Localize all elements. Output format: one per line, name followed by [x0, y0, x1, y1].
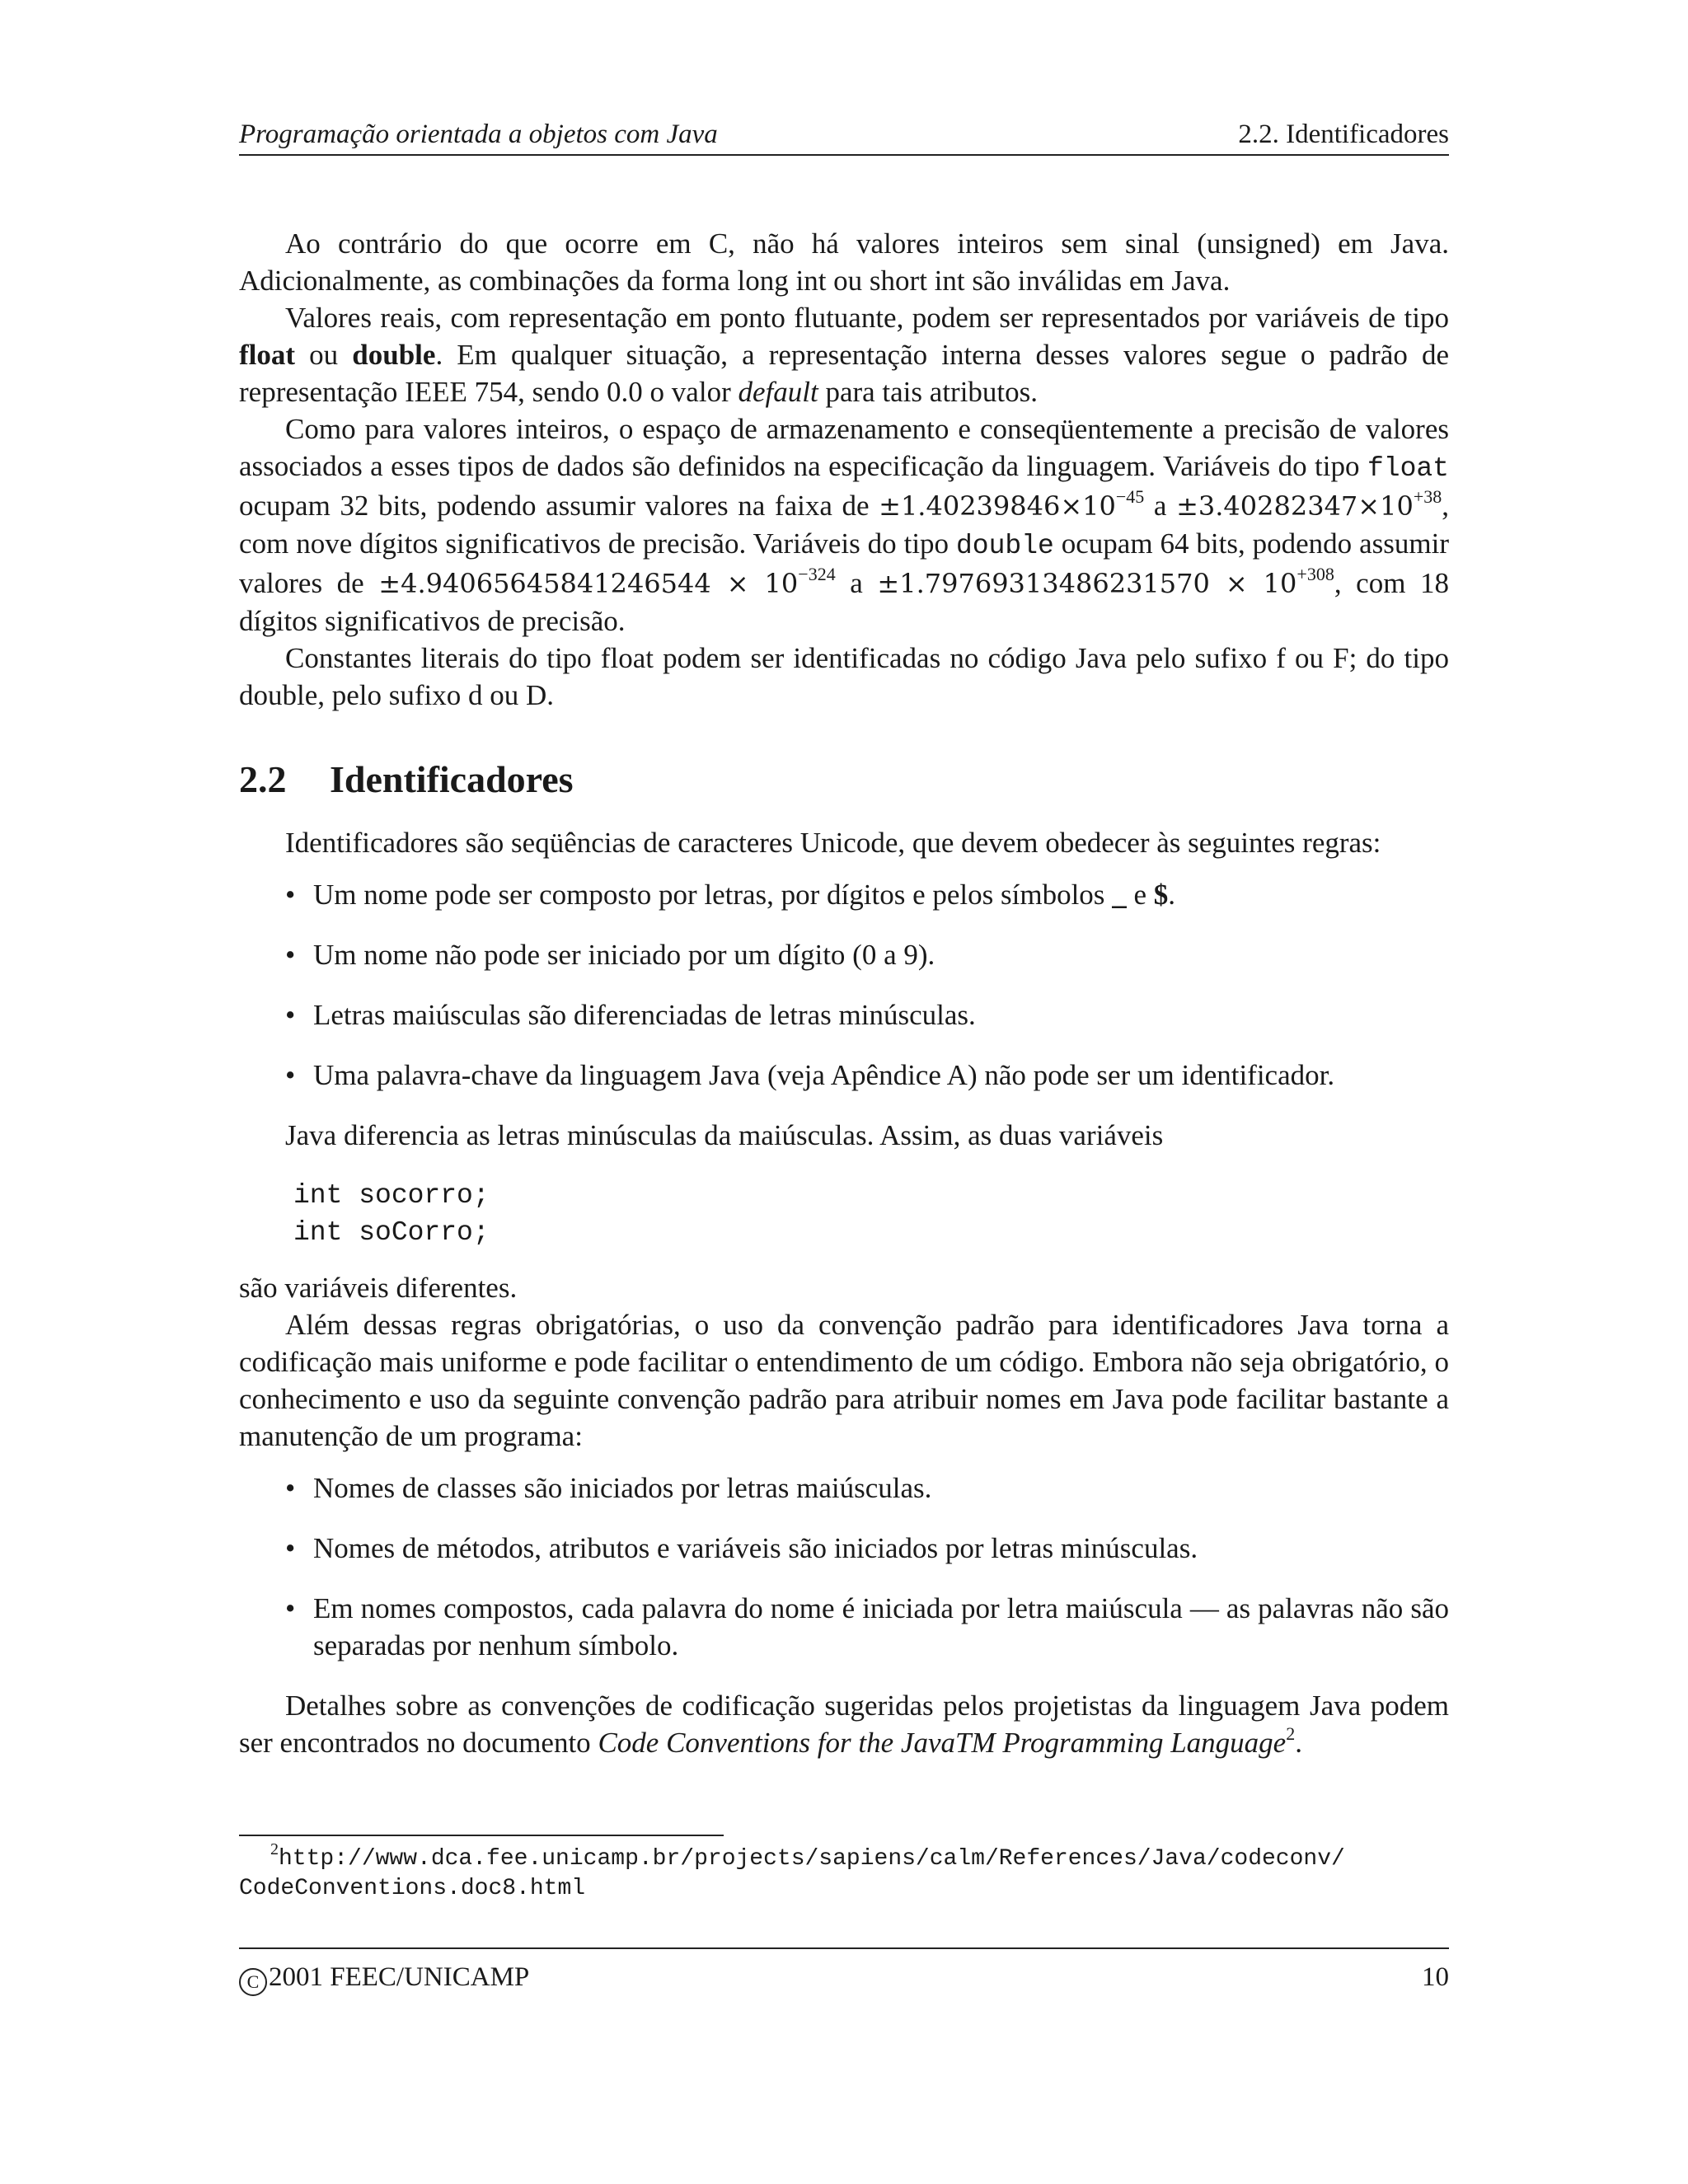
section-number: 2.2: [239, 758, 287, 800]
paragraph-real-values: Valores reais, com representação em ponto flutuante, podem ser representados por variáveis de tipo float ou double. Em qualquer situação, a representação interna desses valores segue o padrão de representação IEEE 754, sendo 0.0 o valor default para tais atributos.: [239, 302, 1450, 408]
bullet-icon: •: [285, 1532, 296, 1564]
rules-list: [239, 876, 1449, 1094]
paragraph-literal-suffixes: Constantes literais do tipo float podem ser identificadas no código Java pelo sufixo f ou F; do tipo double, pelo sufixo d ou D.: [239, 642, 1449, 711]
code-line: int socorro;: [293, 1180, 490, 1211]
footnote-url[interactable]: http://www.dca.fee.unicamp.br/projects/sapiens/calm/References/Java/codeconv/: [279, 1846, 1345, 1872]
paragraph-conventions-intro: Além dessas regras obrigatórias, o uso da convenção padrão para identificadores Java torna a codificação mais uniforme e pode facilitar o entendimento de um código. Embora não seja obrigatório, o conhecimento e uso da seguinte convenção padrão para atribuir nomes em Java pode facilitar bastante a manutenção de um programa:: [239, 1309, 1449, 1452]
footer-copyright: C 2001 FEEC/UNICAMP: [239, 1961, 529, 1996]
paragraph-intro: Identificadores são seqüências de caracteres Unicode, que devem obedecer às seguintes regras:: [285, 827, 1381, 859]
paragraph-after-code: são variáveis diferentes.: [239, 1272, 518, 1304]
section-heading: [239, 757, 1449, 803]
code-block: [293, 1177, 1449, 1251]
code-double: double: [955, 531, 1054, 561]
list-item: • Uma palavra-chave da linguagem Java (veja Apêndice A) não pode ser um identificador.: [285, 1057, 1449, 1094]
list-item: • Um nome pode ser composto por letras, por dígitos e pelos símbolos _ e $.: [285, 876, 1449, 913]
page-number: 10: [1422, 1962, 1449, 1992]
conventions-list: [239, 1469, 1449, 1664]
section-title: Identificadores: [330, 758, 574, 800]
bullet-icon: •: [285, 1592, 296, 1624]
paragraph-details: Detalhes sobre as convenções de codificação sugeridas pelos projetistas da linguagem Java podem ser encontrados no documento Code Conventions for the JavaTM Programming Language$^2$.: [239, 1690, 1449, 1759]
header-section: 2.2. Identificadores: [1238, 120, 1449, 149]
bullet-icon: •: [285, 1059, 296, 1091]
bullet-icon: •: [285, 1472, 296, 1504]
running-header: [239, 118, 1449, 156]
paragraph-case-sensitivity: Java diferencia as letras minúsculas da maiúsculas. Assim, as duas variáveis: [285, 1119, 1164, 1151]
list-item: • Nomes de classes são iniciados por letras maiúsculas.: [285, 1469, 1449, 1507]
list-item: • Em nomes compostos, cada palavra do nome é iniciada por letra maiúscula — as palavras não são separadas por nenhum símbolo.: [285, 1590, 1449, 1664]
code-line: int soCorro;: [293, 1217, 490, 1248]
bullet-icon: •: [285, 879, 296, 911]
list-item: • Letras maiúsculas são diferenciadas de letras minúsculas.: [285, 996, 1449, 1033]
list-item: • Nomes de métodos, atributos e variáveis são iniciados por letras minúsculas.: [285, 1530, 1449, 1567]
footnote-marker: 2: [1286, 1723, 1296, 1744]
header-book-title: Programação orientada a objetos com Java: [239, 120, 718, 149]
bullet-icon: •: [285, 939, 296, 971]
running-footer: [239, 1947, 1449, 1996]
footnote-rule: [239, 1835, 724, 1836]
footnote-number: 2: [270, 1840, 279, 1858]
footnote-url-cont[interactable]: CodeConventions.doc8.html: [239, 1876, 586, 1901]
list-item: • Um nome não pode ser iniciado por um dígito (0 a 9).: [285, 936, 1449, 973]
code-float: float: [1367, 453, 1449, 484]
main-text: [239, 225, 1449, 1761]
paragraph-float-ranges: Como para valores inteiros, o espaço de armazenamento e conseqüentemente a precisão de valores associados a esses tipos de dados são definidos na especificação da linguagem. Variáveis do tipo float ocupam 32 bits, podendo assumir valores na faixa de $\pm 1.40239846\times 10^{-45}$ $a \pm 3.40282347\times 10^{+38}$, com nove dígitos significativos de precisão. Variáveis do tipo double ocupam 64 bits, podendo assumir valores de $\pm 4.94065645841246544 \times 10^{-324}$ $a \pm 1.79769313486231570 \times 10^{+308}$, com 18 dígitos significativos de precisão.: [239, 413, 1450, 637]
paragraph-unsigned: Ao contrário do que ocorre em C, não há valores inteiros sem sinal (unsigned) em Java. Adicionalmente, as combinações da forma long int ou short int são inválidas em Java.: [239, 227, 1449, 297]
footnote: [239, 1840, 1449, 1904]
bullet-icon: •: [285, 999, 296, 1031]
copyright-icon: C: [239, 1968, 267, 1996]
